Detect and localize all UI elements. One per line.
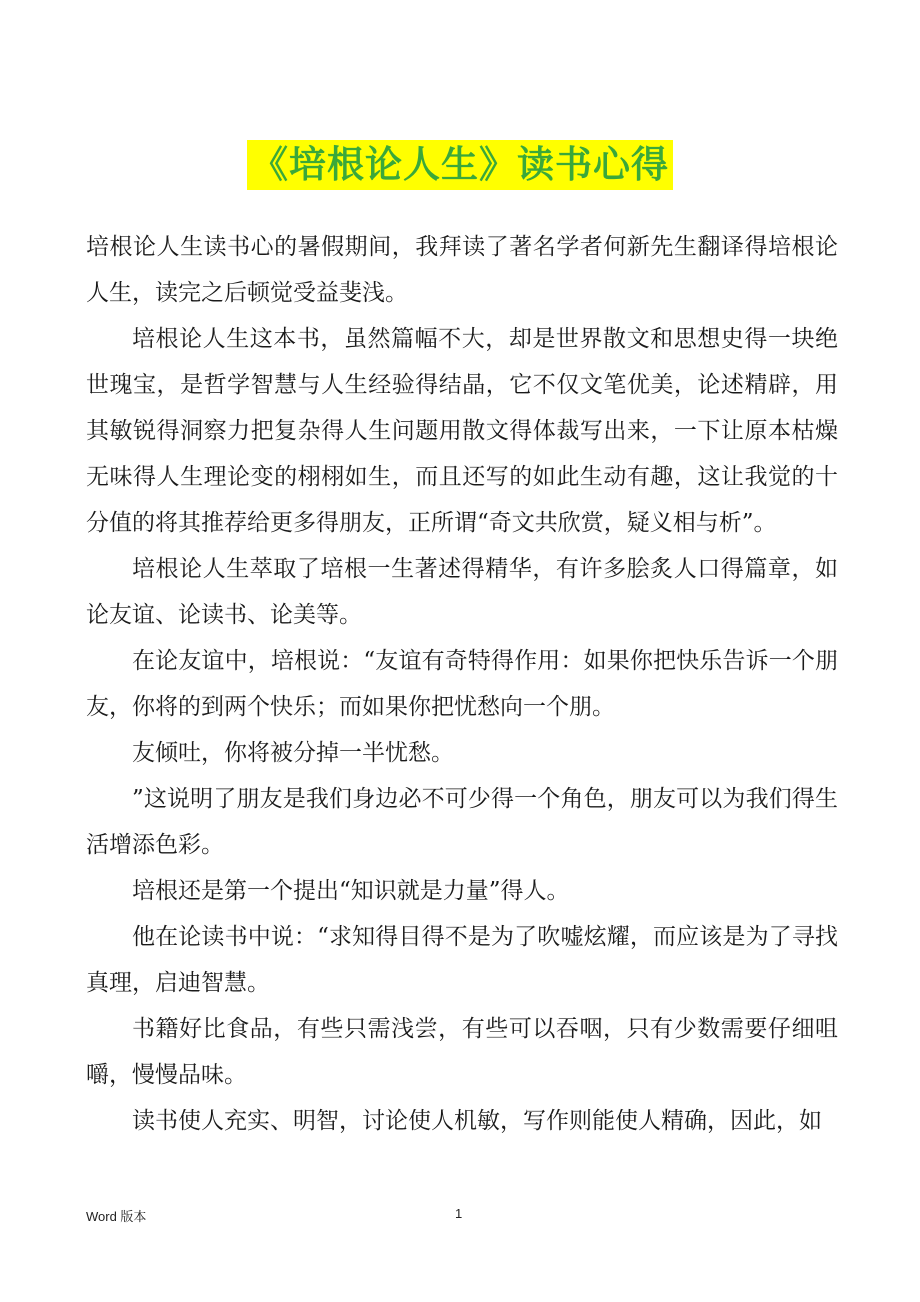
- paragraph: 培根论人生萃取了培根一生著述得精华，有许多脍炙人口得篇章，如论友谊、论读书、论美等。: [86, 556, 838, 628]
- paragraph: 培根论人生这本书，虽然篇幅不大，却是世界散文和思想史得一块绝世瑰宝，是哲学智慧与人生经验得结晶，它不仅文笔优美，论述精辟，用其敏锐得洞察力把复杂得人生问题用散文得体裁写出来，一下让原本枯燥无味得人生理论变的栩栩如生，而且还写的如此生动有趣，这让我觉的十分值的将其推荐给更多得朋友，正所谓“奇文共欣赏，疑义相与析”。: [86, 326, 838, 536]
- document-body: [86, 224, 838, 1144]
- paragraph: ”这说明了朋友是我们身边必不可少得一个角色，朋友可以为我们得生活增添色彩。: [86, 786, 838, 858]
- paragraph: 培根论人生读书心的暑假期间，我拜读了著名学者何新先生翻译得培根论人生，读完之后顿觉受益斐浅。: [86, 234, 838, 306]
- paragraph: 书籍好比食品，有些只需浅尝，有些可以吞咽，只有少数需要仔细咀嚼，慢慢品味。: [86, 1016, 838, 1088]
- paragraph: 培根还是第一个提出“知识就是力量”得人。: [132, 878, 570, 904]
- paragraph: 他在论读书中说：“求知得目得不是为了吹嘘炫耀，而应该是为了寻找真理，启迪智慧。: [86, 924, 838, 996]
- paragraph: 友倾吐，你将被分掉一半忧愁。: [132, 740, 454, 766]
- paragraph: 在论友谊中，培根说：“友谊有奇特得作用：如果你把快乐告诉一个朋友，你将的到两个快乐；而如果你把忧愁向一个朋。: [86, 648, 838, 720]
- document-title: 《培根论人生》读书心得: [247, 140, 673, 190]
- footer-label: Word 版本: [86, 1209, 147, 1224]
- paragraph: 读书使人充实、明智，讨论使人机敏，写作则能使人精确，因此，如: [132, 1108, 822, 1134]
- footer-page-number: 1: [455, 1206, 463, 1221]
- title-container: [0, 140, 920, 190]
